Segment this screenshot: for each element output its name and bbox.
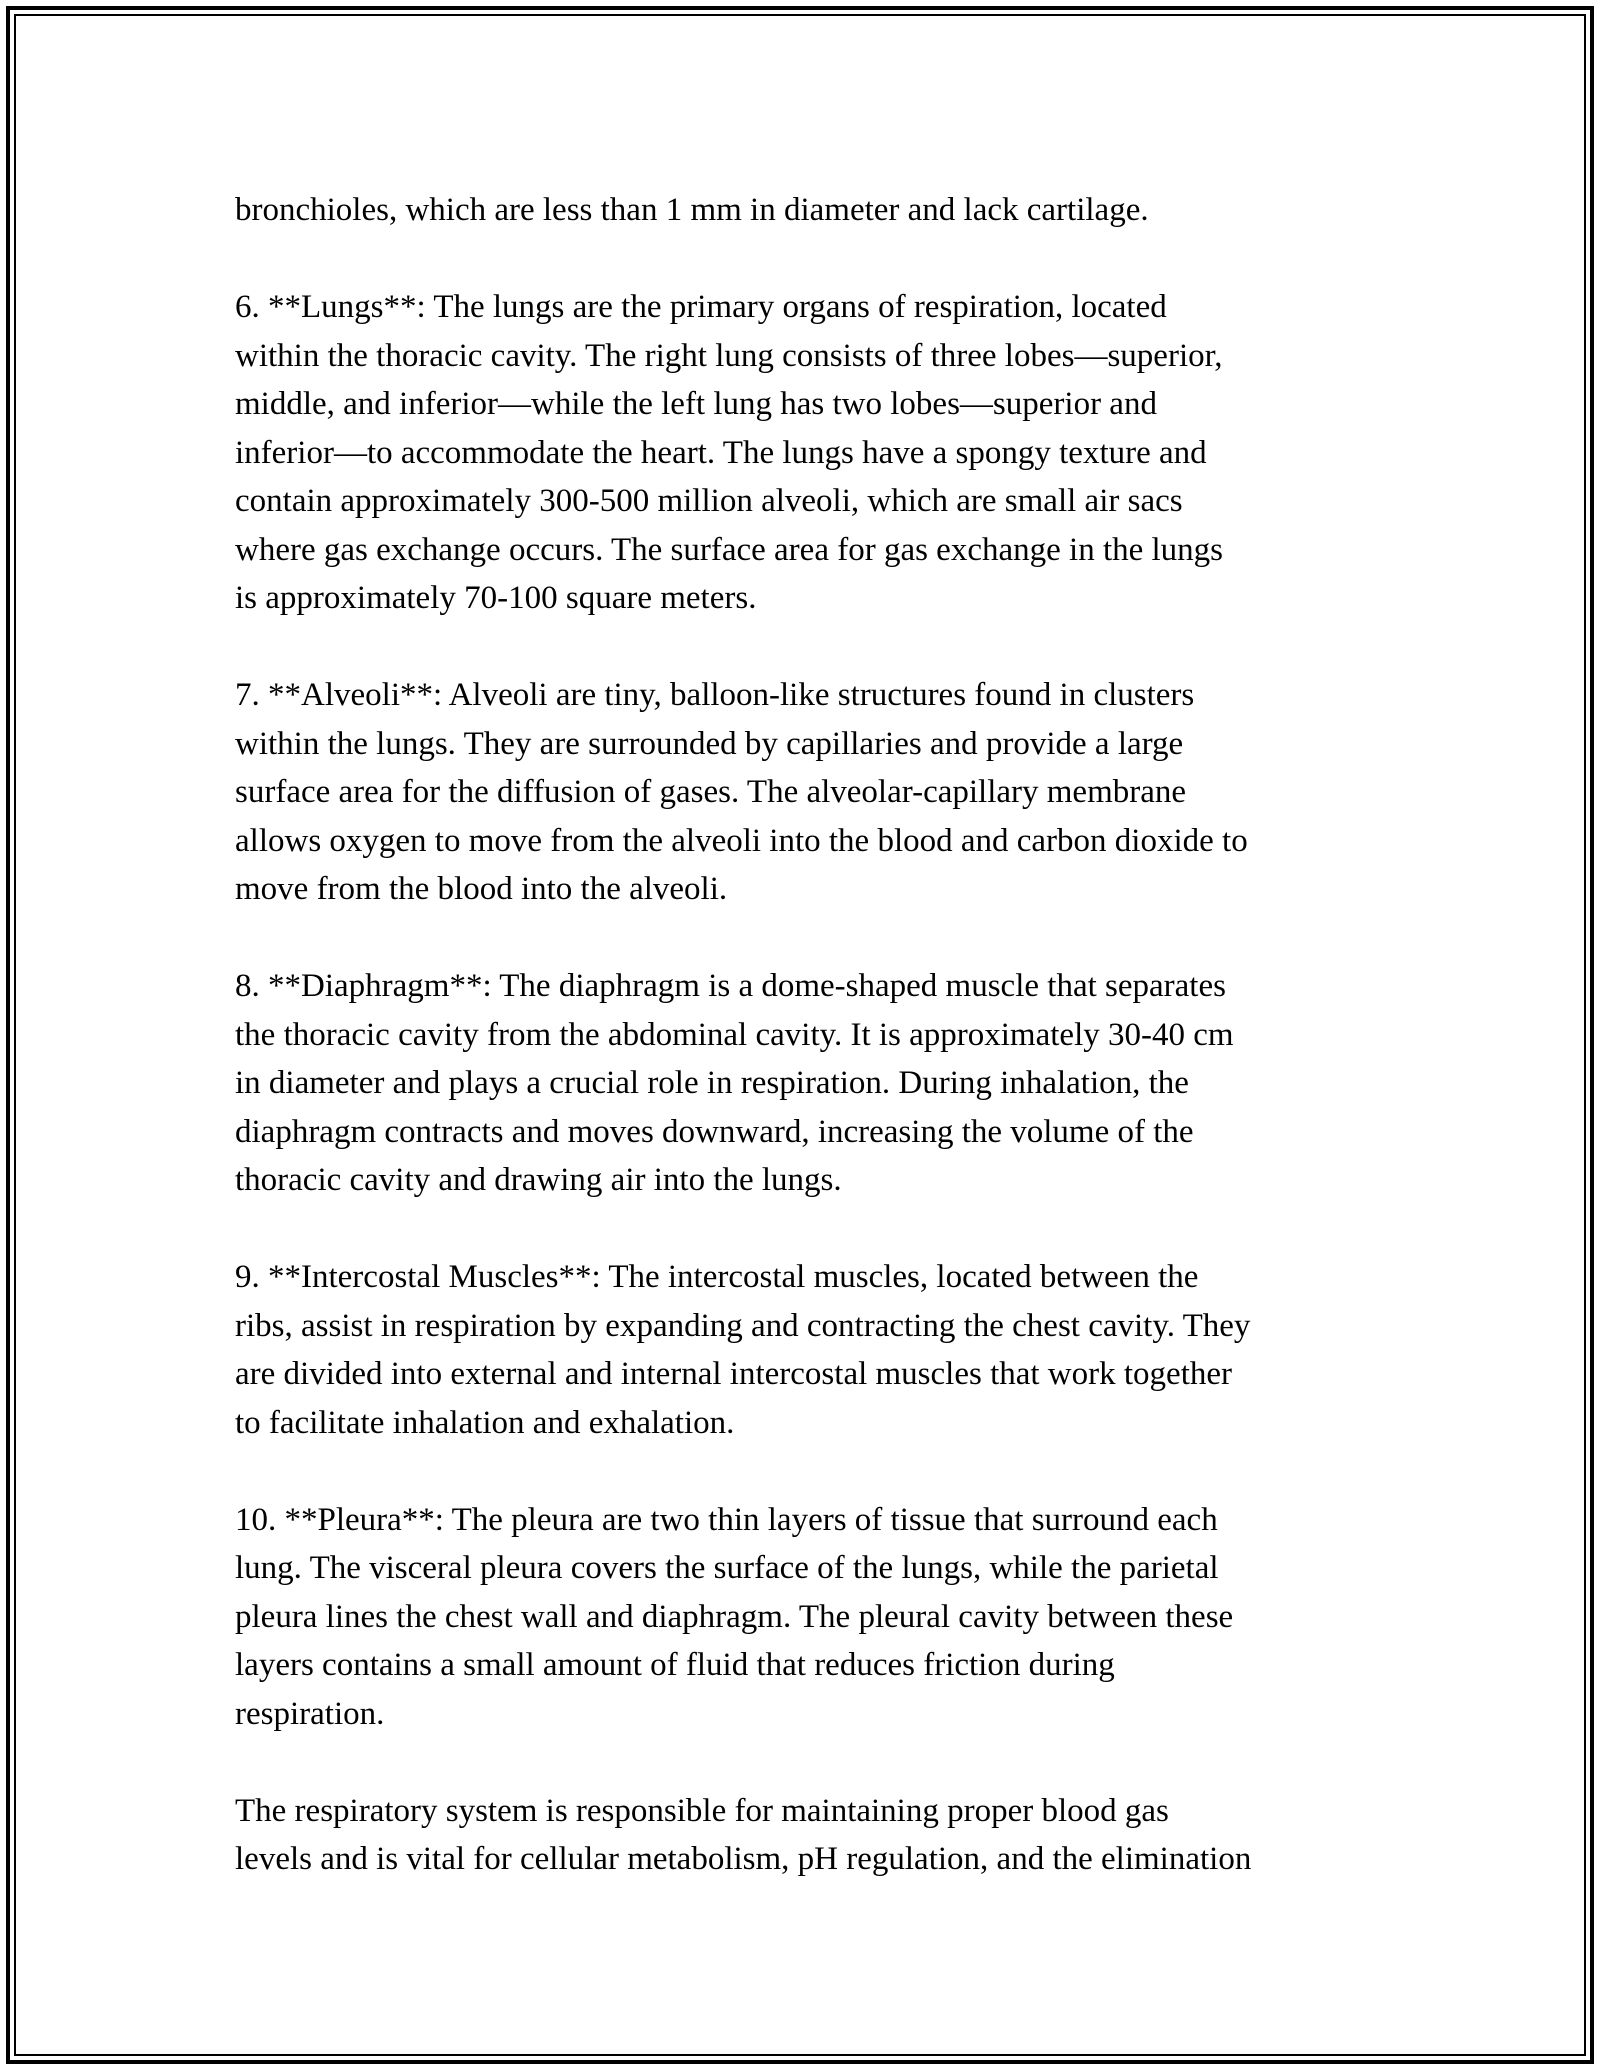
paragraph-respiratory-summary: The respiratory system is responsible for maintaining proper blood gas levels and is vital for cellular metabolism, pH regulation, and the elimination — [235, 1792, 1252, 1877]
paragraph-alveoli: 7. **Alveoli**: Alveoli are tiny, balloon-like structures found in clusters within the lungs. They are surrounded by capillaries and provide a large surface area for the diffusion of gases. The alveolar-capillary membrane allows oxygen to move from the alveoli into the blood and carbon dioxide to move from the blood into the alveoli. — [235, 677, 1248, 907]
paragraph-pleura: 10. **Pleura**: The pleura are two thin layers of tissue that surround each lung. The visceral pleura covers the surface of the lungs, while the parietal pleura lines the chest wall and diaphragm. The pleural cavity between these layers contains a small amount of fluid that reduces friction during respiration. — [235, 1501, 1234, 1732]
paragraph-bronchioles-continued: bronchioles, which are less than 1 mm in diameter and lack cartilage. — [235, 192, 1149, 228]
paragraph-intercostal-muscles: 9. **Intercostal Muscles**: The intercostal muscles, located between the ribs, assist in respiration by expanding and contracting the chest cavity. They are divided into external and internal intercostal muscles that work together to facilitate inhalation and exhalation. — [235, 1259, 1251, 1441]
paragraph-lungs: 6. **Lungs**: The lungs are the primary organs of respiration, located within the thoracic cavity. The right lung consists of three lobes—superior, middle, and inferior—while the left lung has two lobes—superior and inferior—to accommodate the heart. The lungs have a spongy texture and contain approximately 300-500 million alveoli, which are small air sacs where gas exchange occurs. The surface area for gas exchange in the lungs is approximately 70-100 square meters. — [235, 289, 1224, 616]
paragraph-diaphragm: 8. **Diaphragm**: The diaphragm is a dome-shaped muscle that separates the thoracic cavity from the abdominal cavity. It is approximately 30-40 cm in diameter and plays a crucial role in respiration. During inhalation, the diaphragm contracts and moves downward, increasing the volume of the thoracic cavity and drawing air into the lungs. — [235, 968, 1234, 1198]
document-body — [235, 186, 1375, 1884]
